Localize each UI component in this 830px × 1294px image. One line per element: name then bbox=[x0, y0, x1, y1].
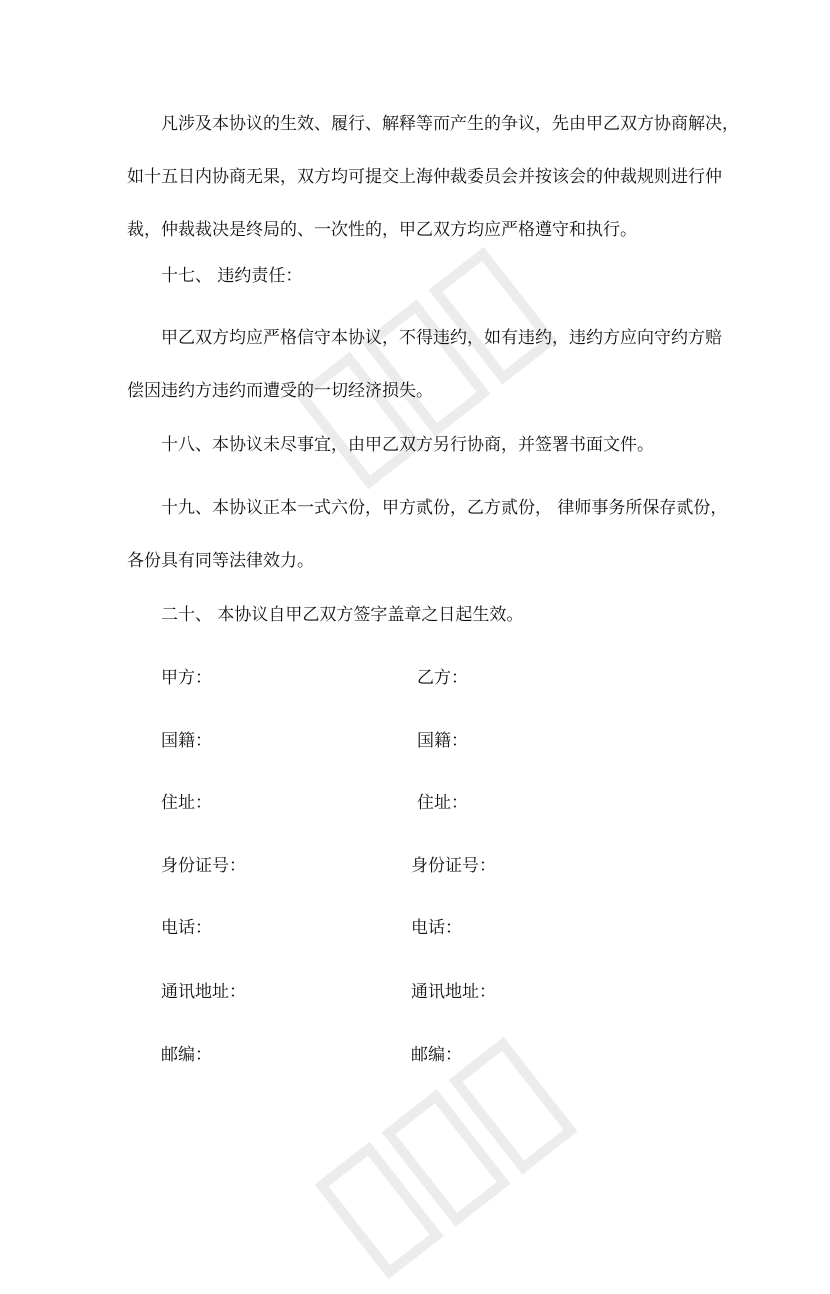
section-19-line-2: 各份具有同等法律效力。 bbox=[127, 551, 314, 571]
dispute-line-1: 凡涉及本协议的生效、履行、解释等而产生的争议，先由甲乙双方协商解决， bbox=[161, 114, 739, 134]
party-b-address-label: 住址： bbox=[417, 793, 468, 813]
section-19-body bbox=[127, 490, 728, 579]
section-20-text: 二十、 本协议自甲乙双方签字盖章之日起生效。 bbox=[161, 605, 524, 625]
party-a-phone-label: 电话： bbox=[161, 918, 212, 938]
party-b-nationality-label: 国籍： bbox=[417, 731, 468, 751]
party-a-mail-address-label: 通讯地址： bbox=[161, 982, 246, 1002]
section-17-line-2: 偿因违约方违约而遭受的一切经济损失。 bbox=[127, 381, 433, 401]
party-b-mail-address-label: 通讯地址： bbox=[411, 982, 496, 1002]
party-b-postcode-label: 邮编： bbox=[411, 1045, 462, 1065]
dispute-clause bbox=[127, 106, 739, 248]
section-18-text: 十八、本协议未尽事宜，由甲乙双方另行协商，并签署书面文件。 bbox=[161, 435, 654, 455]
party-a-name-label: 甲方： bbox=[161, 668, 212, 688]
section-17-body bbox=[127, 320, 722, 409]
party-b-name-label: 乙方： bbox=[417, 668, 468, 688]
section-17-heading: 十七、 违约责任： bbox=[161, 266, 303, 286]
party-a-nationality-label: 国籍： bbox=[161, 731, 212, 751]
section-17-line-1: 甲乙双方均应严格信守本协议，不得违约，如有违约，违约方应向守约方赔 bbox=[161, 328, 722, 348]
section-19-line-1: 十九、本协议正本一式六份，甲方贰份，乙方贰份， 律师事务所保存贰份， bbox=[161, 498, 728, 518]
party-a-postcode-label: 邮编： bbox=[161, 1045, 212, 1065]
party-a-address-label: 住址： bbox=[161, 793, 212, 813]
dispute-line-3: 裁，仲裁裁决是终局的、一次性的，甲乙双方均应严格遵守和执行。 bbox=[127, 220, 637, 240]
dispute-line-2: 如十五日内协商无果，双方均可提交上海仲裁委员会并按该会的仲裁规则进行仲 bbox=[127, 167, 722, 187]
party-b-id-label: 身份证号： bbox=[411, 856, 496, 876]
party-a-id-label: 身份证号： bbox=[161, 856, 246, 876]
party-b-phone-label: 电话： bbox=[411, 918, 462, 938]
